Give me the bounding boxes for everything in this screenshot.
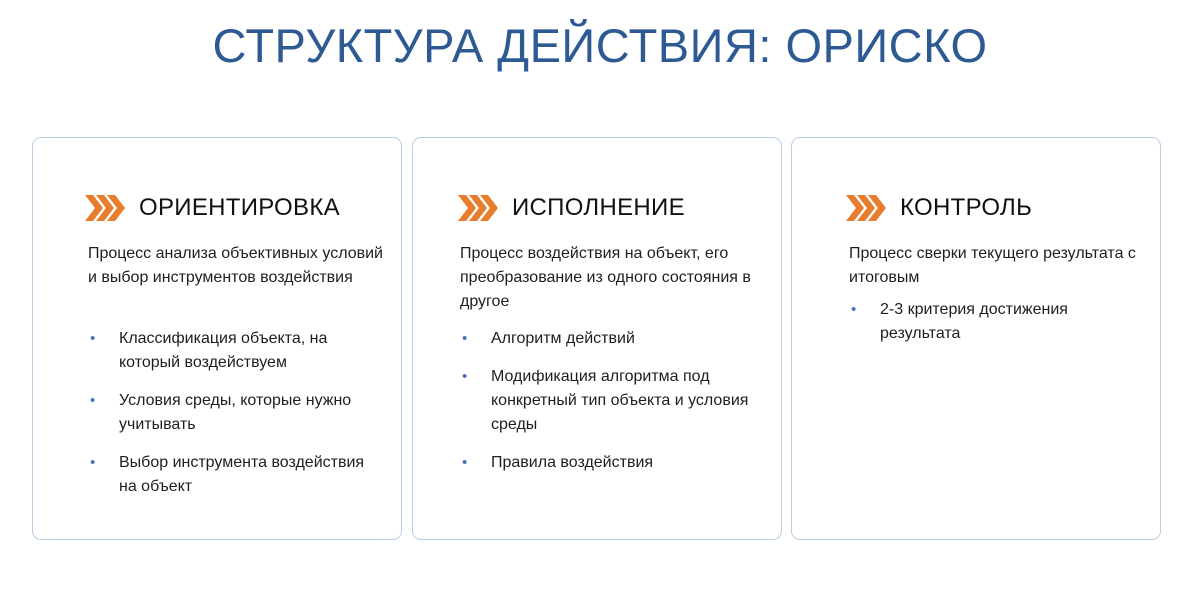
list-item [460,327,760,351]
card-execution [412,137,782,540]
card-description: Процесс сверки текущего результата с итоговым [849,245,1136,286]
list-item [88,327,368,375]
card-heading: ИСПОЛНЕНИЕ [512,194,685,221]
bullet-icon: • [851,301,857,318]
bullet-icon: • [90,330,96,347]
chevrons-right-icon [83,193,125,223]
card-header [844,193,1032,223]
list-item-text: Классификация объекта, на который воздействуем [119,330,328,371]
chevrons-right-icon [844,193,886,223]
list-item [88,451,368,499]
card-orientation [32,137,402,540]
bullet-icon: • [90,454,96,471]
card-control [791,137,1161,540]
card-heading: КОНТРОЛЬ [900,194,1033,221]
bullet-list [88,327,368,513]
bullet-list [849,298,1129,360]
bullet-list [460,327,760,489]
card-header [83,193,340,223]
card-header [456,193,685,223]
list-item-text: 2-3 критерия достижения результата [880,301,1068,342]
card-description: Процесс воздействия на объект, его преобразование из одного состояния в другое [460,245,751,310]
chevrons-right-icon [456,193,498,223]
card-heading: ОРИЕНТИРОВКА [139,194,340,221]
bullet-icon: • [462,368,468,385]
card-description: Процесс анализа объективных условий и выбор инструментов воздействия [88,245,383,286]
list-item-text: Модификация алгоритма под конкретный тип объекта и условия среды [491,368,749,433]
list-item-text: Алгоритм действий [491,330,635,347]
bullet-icon: • [462,454,468,471]
list-item-text: Выбор инструмента воздействия на объект [119,454,365,495]
list-item [460,365,760,437]
bullet-icon: • [90,392,96,409]
list-item [88,389,368,437]
page-title: СТРУКТУРА ДЕЙСТВИЯ: ОРИСКО [212,19,988,72]
list-item [849,298,1129,346]
list-item-text: Условия среды, которые нужно учитывать [119,392,352,433]
bullet-icon: • [462,330,468,347]
list-item-text: Правила воздействия [491,454,654,471]
list-item [460,451,760,475]
